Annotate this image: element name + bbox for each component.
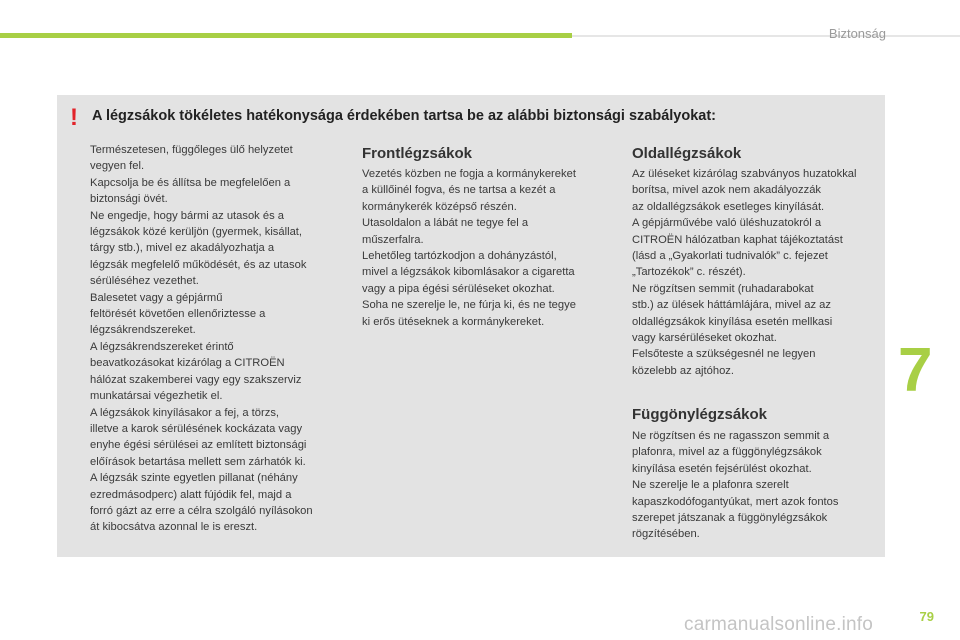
section-title: Biztonság [828,26,886,41]
header-accent-bar [0,33,572,38]
front-airbags-title: Frontlégzsákok [362,145,473,162]
front-airbags-text: Vezetés közben ne fogja a kormánykereket a küllőinél fogva, és ne tartsa a kezét a kormánykerék középső részén. Utasoldalon a lábát ne tegye fel a műszerfalra. Lehetőleg tartózkodjon a dohányzástól, mivel a légzsákok kibomlásakor a cigaretta vagy a pipa égési sérüléseket okozhat. Soha ne szerelje le, ne fúrja ki, és ne tegye ki erős ütéseknek a kormánykereket. [362,168,576,328]
general-rules-text: Természetesen, függőleges ülő helyzetet vegyen fel. Kapcsolja be és állítsa be megfelelően a biztonsági övét. Ne engedje, hogy bármi az utasok és a légzsákok közé kerüljön (gyermek, kisállat, tárgy stb.), mivel ez akadályozhatja a légzsák megfelelő működését, és az utasok sérüléséhez vezethet. Balesetet vagy a gépjármű feltörését követően ellenőriztesse a légzsákrendszereket. A légzsákrendszereket érintő beavatkozásokat kizárólag a CITROËN hálózat szakemberei vagy egy szakszerviz munkatársai végezhetik el. A légzsákok kinyílásakor a fej, a törzs, illetve a karok sérülésének kockázata vagy enyhe égési sérülései az említett biztonsági előírások betartása mellett sem zárhatók ki. A légzsák szinte egyetlen pillanat (néhány ezredmásodperc) alatt fújódik fel, majd a forró gázt az erre a célra szolgáló nyílásokon át kibocsátva azonnal le is ereszt. [90,144,313,534]
side-airbags-text: Az üléseket kizárólag szabványos huzatokkal borítsa, mivel azok nem akadályozzák az oldallégzsákok esetleges kinyílását. A gépjárművébe való üléshuzatokról a CITROËN hálózatban kaphat tájékoztatást (lásd a „Gyakorlati tudnivalók” c. fejezet „Tartozékok” c. részét). Ne rögzítsen semmit (ruhadarabokat stb.) az ülések háttámlájára, mivel az az oldallégzsákok kinyílása esetén mellkasi vagy karsérüléseket okozhat. Felsőteste a szükségesnél ne legyen közelebb az ajtóhoz. [632,168,857,377]
side-airbags-title: Oldallégzsákok [632,145,742,162]
panel-headline: A légzsákok tökéletes hatékonysága érdekében tartsa be az alábbi biztonsági szabályokat: [92,108,716,124]
header-rule [572,35,960,37]
curtain-airbags-title: Függönylégzsákok [632,406,768,423]
page-number: 79 [919,609,934,624]
watermark: carmanualsonline.info [684,614,874,635]
general-rules-column [90,142,346,536]
exclamation-icon: ! [70,104,78,131]
side-airbags-column [632,166,882,379]
curtain-airbags-text: Ne rögzítsen és ne ragasszon semmit a plafonra, mivel az a függönylégzsákok kinyílása esetén fejsérülést okozhat. Ne szerelje le a plafonra szerelt kapaszkodófogantyúkat, mert azok fontos szerepet játszanak a függönylégzsákok rögzítésében. [632,430,839,541]
chapter-number: 7 [898,336,933,405]
front-airbags-column [362,166,612,330]
curtain-airbags-column [632,428,882,543]
